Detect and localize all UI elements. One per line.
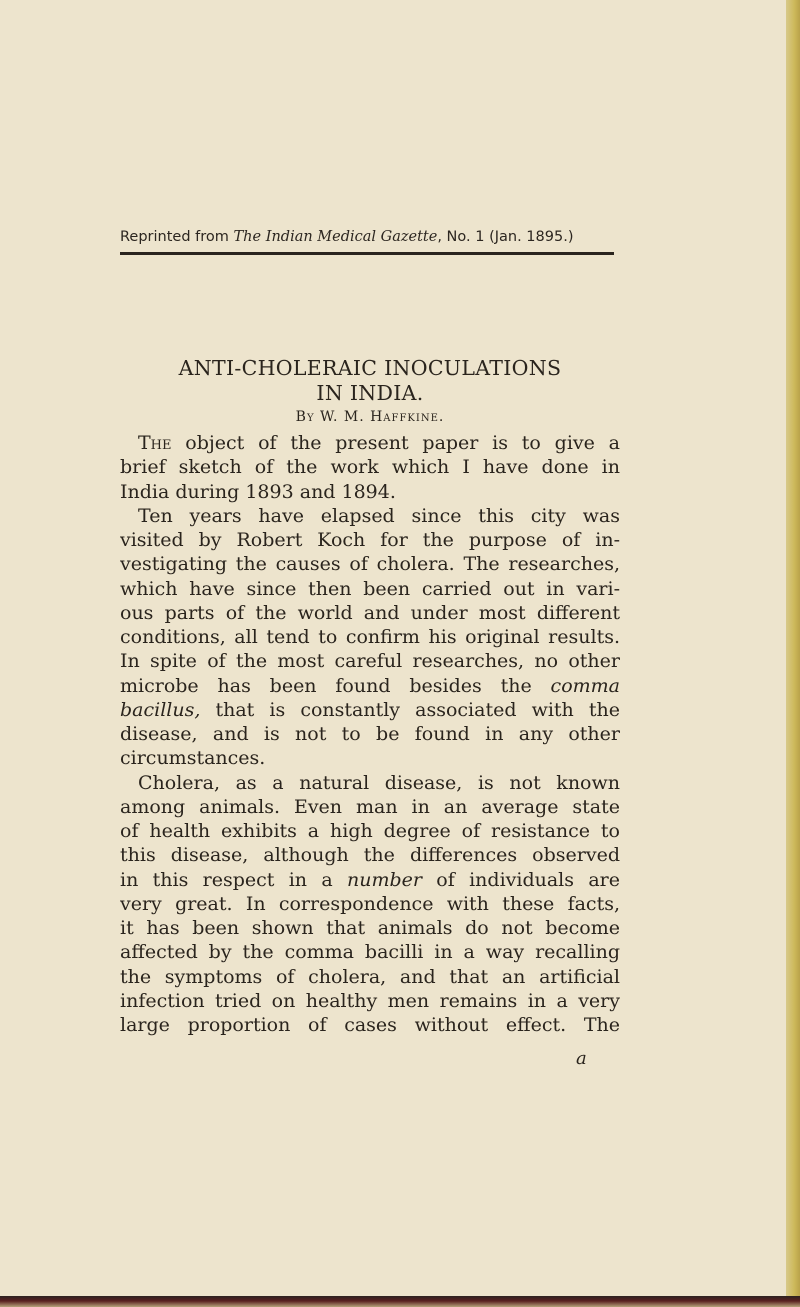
text-line: India during 1893 and 1894. xyxy=(120,480,396,503)
article-body xyxy=(120,431,620,1037)
text-line: of health exhibits a high degree of resistance to xyxy=(120,820,620,842)
opening-word: The xyxy=(138,432,172,454)
text-line: bacillus, that is constantly associated with the xyxy=(120,698,620,721)
text-line: ous parts of the world and under most different xyxy=(120,601,620,624)
italic-term: bacillus, xyxy=(120,698,201,721)
reprint-notice xyxy=(120,229,660,245)
text-line: large proportion of cases without effect. The xyxy=(120,1014,620,1036)
issue-info: , No. 1 (Jan. 1895.) xyxy=(437,229,574,245)
text-line: visited by Robert Koch for the purpose of in- xyxy=(120,529,620,551)
text-line: the symptoms of cholera, and that an artificial xyxy=(120,965,620,988)
text-line: conditions, all tend to confirm his original results. xyxy=(120,626,620,648)
journal-name: The Indian Medical Gazette xyxy=(233,229,438,245)
text-line: infection tried on healthy men remains in a very xyxy=(120,989,620,1012)
text-line: Ten years have elapsed since this city was xyxy=(138,504,620,527)
page-edge-right xyxy=(786,0,800,1307)
author-byline: By W. M. Haffkine. xyxy=(295,409,445,425)
text-line: circumstances. xyxy=(120,747,266,770)
text-line: In spite of the most careful researches, no other xyxy=(120,650,620,673)
text-line: among animals. Even man in an average state xyxy=(120,795,620,818)
italic-term: number xyxy=(347,868,422,891)
text-line: very great. In correspondence with these facts, xyxy=(120,892,620,915)
article-title: ANTI-CHOLERAIC INOCULATIONS xyxy=(178,356,562,380)
signature-mark: a xyxy=(576,1048,587,1069)
text-line: affected by the comma bacilli in a way recalling xyxy=(120,941,620,964)
reprint-prefix: Reprinted from xyxy=(120,229,234,245)
text-line: vestigating the causes of cholera. The researches, xyxy=(120,553,620,576)
text-line: microbe has been found besides the comma xyxy=(120,674,620,697)
text-line: this disease, although the differences observed xyxy=(120,844,620,867)
text-line: it has been shown that animals do not become xyxy=(120,917,620,939)
article-title-line2: IN INDIA. xyxy=(316,381,424,405)
text-line: in this respect in a number of individuals are xyxy=(120,868,620,891)
text-line: which have since then been carried out in vari- xyxy=(120,577,620,600)
header-rule xyxy=(120,252,614,255)
text-line: brief sketch of the work which I have done in xyxy=(120,456,620,479)
page-edge-bottom xyxy=(0,1296,800,1307)
text-line: The object of the present paper is to give a xyxy=(138,432,620,454)
text-line: disease, and is not to be found in any other xyxy=(120,723,620,745)
text-line: Cholera, as a natural disease, is not known xyxy=(138,771,620,794)
italic-term: comma xyxy=(550,674,620,697)
